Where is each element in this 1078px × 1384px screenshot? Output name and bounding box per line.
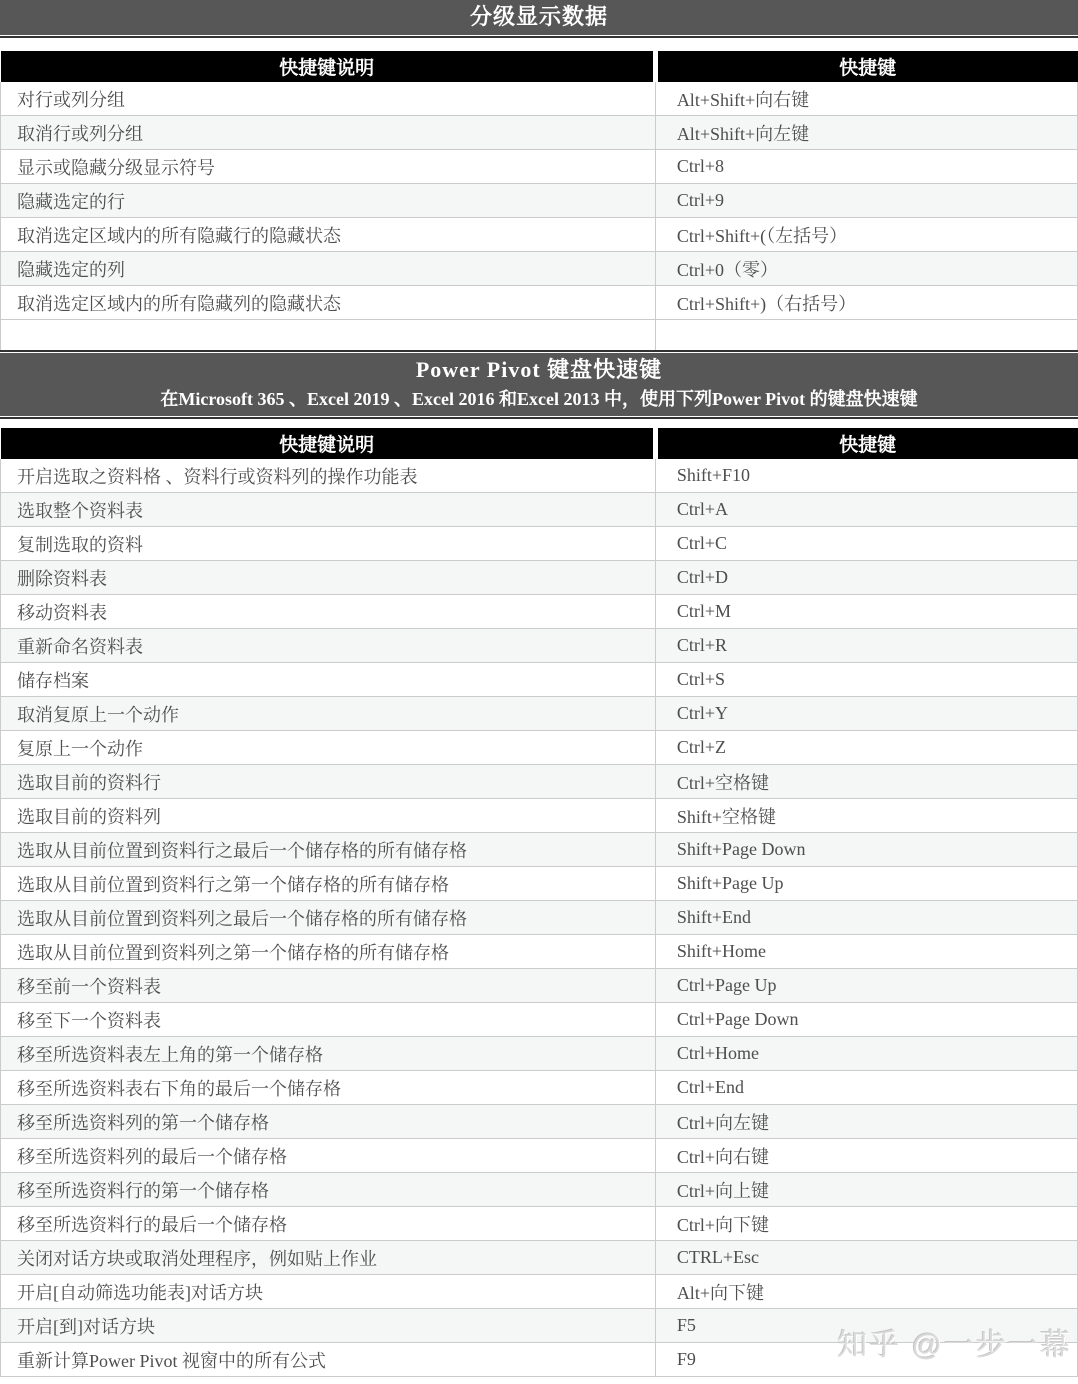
- table-row: [1, 1071, 1078, 1105]
- shortcut-description-cell: 移至下一个资料表: [1, 1003, 656, 1037]
- shortcut-description-cell: 移动资料表: [1, 595, 656, 629]
- table-row: [1, 1173, 1078, 1207]
- section-banner: [0, 0, 1078, 38]
- empty-cell: [1, 320, 656, 351]
- shortcut-key-cell: F5: [655, 1309, 1077, 1343]
- shortcut-description-cell: 显示或隐藏分级显示符号: [1, 150, 656, 184]
- shortcut-key-cell: Ctrl+Page Up: [655, 969, 1077, 1003]
- shortcut-description-cell: 取消选定区域内的所有隐藏列的隐藏状态: [1, 286, 656, 320]
- table-row: [1, 1275, 1078, 1309]
- shortcut-description-cell: 选取目前的资料行: [1, 765, 656, 799]
- shortcut-description-cell: 删除资料表: [1, 561, 656, 595]
- shortcut-key-cell: Ctrl+End: [655, 1071, 1077, 1105]
- shortcut-key-cell: Alt+向下键: [655, 1275, 1077, 1309]
- table-row: [1, 1003, 1078, 1037]
- section-outline-data: [0, 0, 1078, 350]
- table-row: [1, 833, 1078, 867]
- table-row: [1, 1309, 1078, 1343]
- shortcut-description-cell: 关闭对话方块或取消处理程序，例如贴上作业: [1, 1241, 656, 1275]
- shortcut-description-cell: 选取目前的资料列: [1, 799, 656, 833]
- shortcut-description-cell: 开启[自动筛选功能表]对话方块: [1, 1275, 656, 1309]
- shortcut-description-cell: 移至所选资料行的最后一个储存格: [1, 1207, 656, 1241]
- table-row: [1, 493, 1078, 527]
- shortcut-description-cell: 移至所选资料行的第一个储存格: [1, 1173, 656, 1207]
- shortcut-key-cell: Shift+F10: [655, 459, 1077, 493]
- shortcut-key-cell: Ctrl+A: [655, 493, 1077, 527]
- shortcut-key-cell: Ctrl+S: [655, 663, 1077, 697]
- shortcut-key-cell: Ctrl+Z: [655, 731, 1077, 765]
- shortcut-description-cell: 移至所选资料表右下角的最后一个储存格: [1, 1071, 656, 1105]
- table-row: [1, 218, 1078, 252]
- shortcut-key-cell: Ctrl+向上键: [655, 1173, 1077, 1207]
- shortcut-description-cell: 选取从目前位置到资料列之第一个储存格的所有储存格: [1, 935, 656, 969]
- shortcut-key-cell: Ctrl+向右键: [655, 1139, 1077, 1173]
- shortcut-key-cell: Ctrl+D: [655, 561, 1077, 595]
- shortcut-description-cell: 选取从目前位置到资料列之最后一个储存格的所有储存格: [1, 901, 656, 935]
- spacer: [0, 419, 1078, 428]
- shortcut-key-cell: Shift+Home: [655, 935, 1077, 969]
- shortcut-description-cell: 选取整个资料表: [1, 493, 656, 527]
- shortcut-description-cell: 移至所选资料列的第一个储存格: [1, 1105, 656, 1139]
- section-banner: [0, 350, 1078, 419]
- table-row: [1, 799, 1078, 833]
- table-row: [1, 663, 1078, 697]
- shortcut-key-cell: Ctrl+8: [655, 150, 1077, 184]
- shortcut-key-cell: Ctrl+空格键: [655, 765, 1077, 799]
- table-row: [1, 867, 1078, 901]
- shortcut-description-cell: 复原上一个动作: [1, 731, 656, 765]
- section-title: 分级显示数据: [469, 4, 608, 29]
- table-row: [1, 1105, 1078, 1139]
- shortcut-description-cell: 储存档案: [1, 663, 656, 697]
- shortcut-key-cell: Ctrl+R: [655, 629, 1077, 663]
- table-row: [1, 1207, 1078, 1241]
- table-row: [1, 561, 1078, 595]
- shortcut-description-cell: 重新命名资料表: [1, 629, 656, 663]
- table-row: [1, 1037, 1078, 1071]
- shortcut-key-cell: Ctrl+Page Down: [655, 1003, 1077, 1037]
- column-header-shortcut: 快捷键: [655, 51, 1077, 82]
- banner-body: [0, 0, 1078, 35]
- shortcut-key-cell: Alt+Shift+向右键: [655, 82, 1077, 116]
- shortcut-description-cell: 移至前一个资料表: [1, 969, 656, 1003]
- table-row: [1, 527, 1078, 561]
- zhihu-watermark: 知乎 @一步一幕: [837, 1329, 1072, 1362]
- table-row: [1, 697, 1078, 731]
- shortcut-key-cell: Shift+End: [655, 901, 1077, 935]
- shortcut-key-cell: F9: [655, 1343, 1077, 1377]
- column-header-shortcut: 快捷键: [655, 428, 1077, 459]
- shortcut-description-cell: 取消选定区域内的所有隐藏行的隐藏状态: [1, 218, 656, 252]
- column-header-description: 快捷键说明: [1, 51, 656, 82]
- shortcut-description-cell: 移至所选资料列的最后一个储存格: [1, 1139, 656, 1173]
- empty-row: [1, 320, 1078, 351]
- shortcut-key-cell: Ctrl+Home: [655, 1037, 1077, 1071]
- shortcut-key-cell: Shift+Page Up: [655, 867, 1077, 901]
- table-row: [1, 765, 1078, 799]
- outline-shortcuts-table: [0, 51, 1078, 350]
- shortcut-description-cell: 取消行或列分组: [1, 116, 656, 150]
- shortcut-description-cell: 取消复原上一个动作: [1, 697, 656, 731]
- shortcut-key-cell: Ctrl+C: [655, 527, 1077, 561]
- table-row: [1, 1139, 1078, 1173]
- table-row: [1, 252, 1078, 286]
- powerpivot-shortcuts-table: [0, 428, 1078, 1377]
- table-row: [1, 286, 1078, 320]
- shortcut-key-cell: Ctrl+Y: [655, 697, 1077, 731]
- table-row: [1, 901, 1078, 935]
- table-row: [1, 1241, 1078, 1275]
- table-row: [1, 116, 1078, 150]
- banner-body: [0, 353, 1078, 416]
- shortcut-description-cell: 重新计算Power Pivot 视窗中的所有公式: [1, 1343, 656, 1377]
- table-row: [1, 184, 1078, 218]
- shortcut-description-cell: 复制选取的资料: [1, 527, 656, 561]
- shortcut-key-cell: Ctrl+M: [655, 595, 1077, 629]
- table-row: [1, 595, 1078, 629]
- section-title: Power Pivot 键盘快速键: [415, 357, 663, 382]
- shortcut-key-cell: Ctrl+Shift+(（左括号）: [655, 218, 1077, 252]
- table-row: [1, 459, 1078, 493]
- shortcut-key-cell: Shift+Page Down: [655, 833, 1077, 867]
- shortcut-description-cell: 开启[到]对话方块: [1, 1309, 656, 1343]
- shortcut-key-cell: CTRL+Esc: [655, 1241, 1077, 1275]
- column-header-description: 快捷键说明: [1, 428, 656, 459]
- shortcut-description-cell: 对行或列分组: [1, 82, 656, 116]
- shortcut-key-cell: Ctrl+Shift+)（右括号）: [655, 286, 1077, 320]
- shortcut-description-cell: 移至所选资料表左上角的第一个储存格: [1, 1037, 656, 1071]
- table-row: [1, 1343, 1078, 1377]
- table-row: [1, 935, 1078, 969]
- table-row: [1, 82, 1078, 116]
- table-row: [1, 150, 1078, 184]
- table-header-row: [1, 428, 1078, 459]
- spacer: [0, 38, 1078, 51]
- empty-cell: [655, 320, 1077, 351]
- shortcut-key-cell: Ctrl+向左键: [655, 1105, 1077, 1139]
- shortcut-key-cell: Ctrl+9: [655, 184, 1077, 218]
- table-row: [1, 731, 1078, 765]
- table-row: [1, 629, 1078, 663]
- shortcut-key-cell: Shift+空格键: [655, 799, 1077, 833]
- shortcut-description-cell: 隐藏选定的行: [1, 184, 656, 218]
- shortcut-description-cell: 选取从目前位置到资料行之第一个储存格的所有储存格: [1, 867, 656, 901]
- shortcut-key-cell: Ctrl+向下键: [655, 1207, 1077, 1241]
- shortcut-key-cell: Ctrl+0（零）: [655, 252, 1077, 286]
- shortcut-key-cell: Alt+Shift+向左键: [655, 116, 1077, 150]
- shortcut-description-cell: 隐藏选定的列: [1, 252, 656, 286]
- section-subtitle: 在Microsoft 365 、Excel 2019 、Excel 2016 和Excel 2013 中，使用下列Power Pivot 的键盘快速键: [160, 389, 918, 409]
- shortcut-description-cell: 选取从目前位置到资料行之最后一个储存格的所有储存格: [1, 833, 656, 867]
- shortcut-description-cell: 开启选取之资料格 、资料行或资料列的操作功能表: [1, 459, 656, 493]
- table-row: [1, 969, 1078, 1003]
- table-header-row: [1, 51, 1078, 82]
- section-power-pivot: [0, 350, 1078, 1377]
